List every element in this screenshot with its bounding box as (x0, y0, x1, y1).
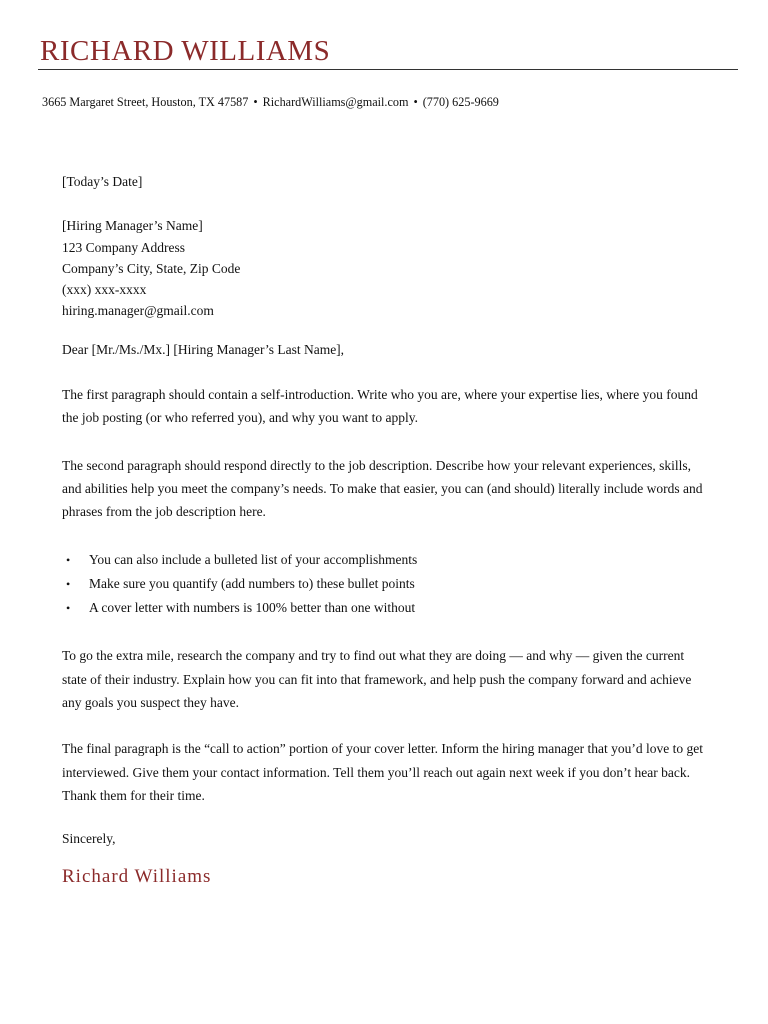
list-item (62, 572, 712, 596)
letterhead (38, 34, 738, 70)
list-item (62, 596, 712, 620)
contact-line (42, 94, 499, 110)
recipient-phone: (xxx) xxx-xxxx (62, 282, 147, 298)
contact-phone: (770) 625-9669 (422, 95, 499, 109)
recipient-email: hiring.manager@gmail.com (62, 303, 214, 319)
recipient-address: 123 Company Address (62, 239, 185, 255)
signature: Richard Williams (62, 866, 212, 888)
paragraph-intro: The first paragraph should contain a self-introduction. Write who you are, where your expertise lies, where you found the job posting (or who referred you), and why you want to apply. (62, 387, 698, 426)
recipient-block (62, 215, 712, 321)
contact-email: RichardWilliams@gmail.com (262, 95, 409, 109)
bullet-icon: • (66, 601, 71, 616)
salutation: Dear [Mr./Ms./Mx.] [Hiring Manager’s Last Name], (62, 341, 345, 357)
accomplishment-list (62, 548, 712, 621)
paragraph-research: To go the extra mile, research the company and try to find out what they are doing — and why — given the current state of their industry. Explain how you can fit into that framework, and help push the company forward and achieve any goals you suspect they have. (62, 648, 692, 711)
contact-separator: • (253, 95, 258, 109)
applicant-name: RICHARD WILLIAMS (40, 35, 331, 67)
letter-body (62, 171, 712, 889)
list-item-text: A cover letter with numbers is 100% better than one without (89, 600, 416, 616)
letter-date: [Today’s Date] (62, 174, 143, 189)
recipient-name: [Hiring Manager’s Name] (62, 218, 203, 234)
header-divider (38, 69, 738, 70)
paragraph-job-description: The second paragraph should respond directly to the job description. Describe how your relevant experiences, skills, and abilities help you meet the company’s needs. To make that easier, you can (and should) literally include words and phrases from the job description here. (62, 457, 703, 520)
closing: Sincerely, (62, 831, 116, 847)
list-item-text: You can also include a bulleted list of your accomplishments (89, 551, 418, 567)
recipient-city: Company’s City, State, Zip Code (62, 260, 241, 276)
bullet-icon: • (66, 576, 71, 591)
bullet-icon: • (66, 552, 71, 567)
paragraph-call-to-action: The final paragraph is the “call to action” portion of your cover letter. Inform the hiring manager that you’d love to get interviewed. Give them your contact information. Tell them you’ll reach out again next week if you don’t hear back. Thank them for their time. (62, 741, 704, 803)
list-item-text: Make sure you quantify (add numbers to) these bullet points (89, 575, 415, 591)
contact-address: 3665 Margaret Street, Houston, TX 47587 (42, 95, 249, 109)
list-item (62, 548, 712, 572)
contact-separator: • (413, 95, 418, 109)
